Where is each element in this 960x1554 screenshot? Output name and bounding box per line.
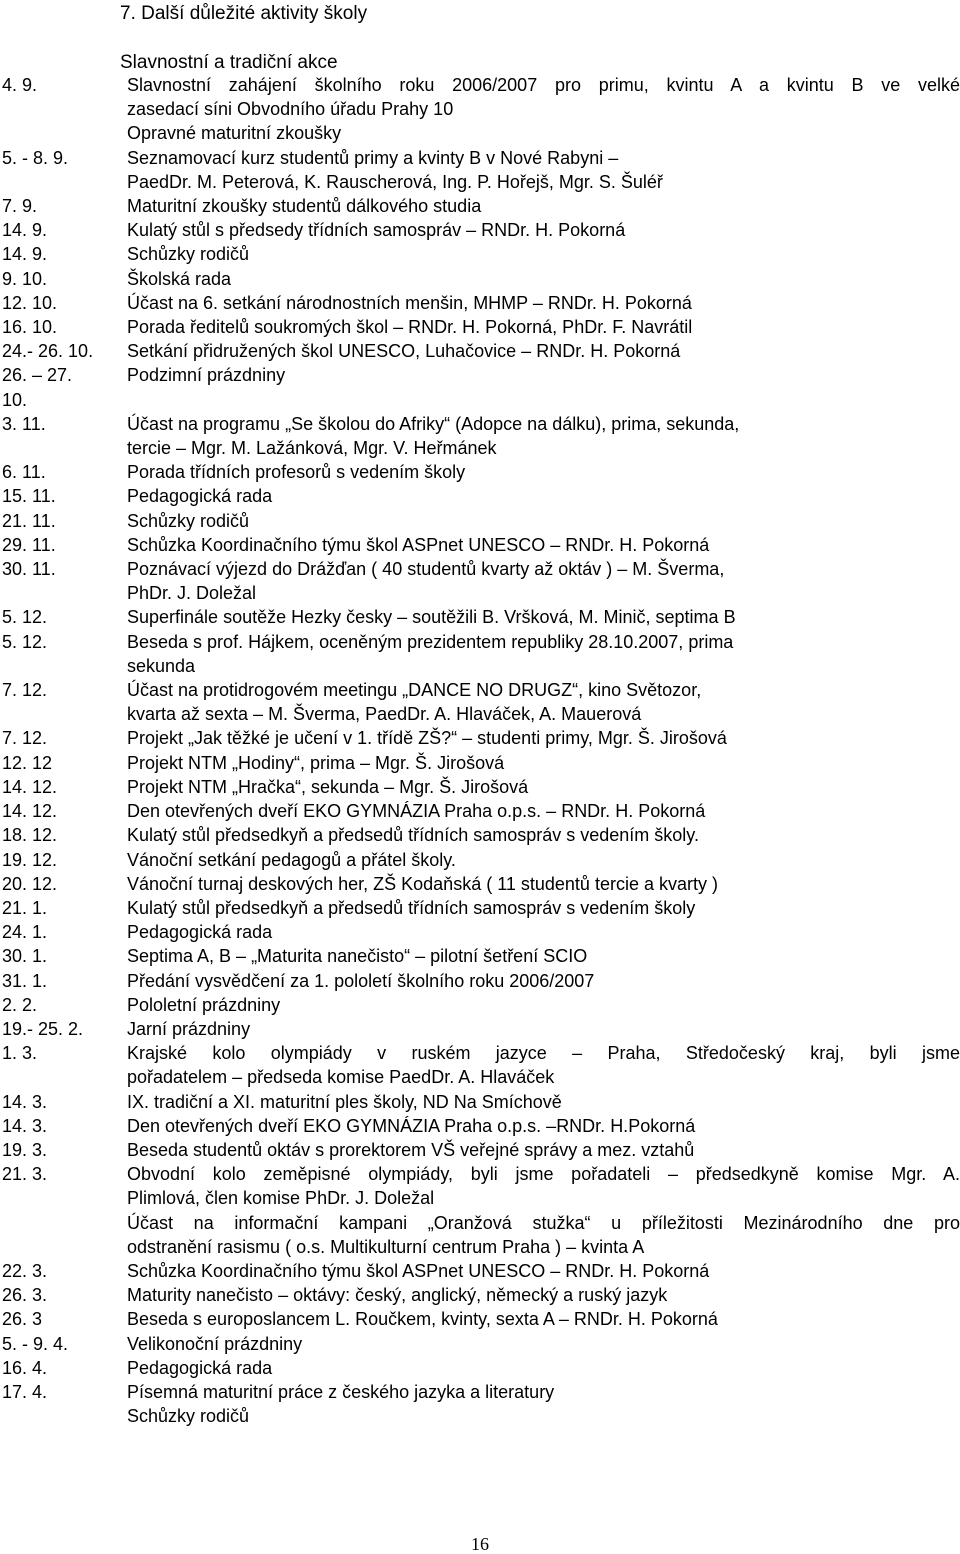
- activity-description-line: Opravné maturitní zkoušky: [127, 123, 342, 144]
- activity-date: 19. 3.: [2, 1139, 48, 1160]
- activity-description: [127, 630, 960, 678]
- activity-row: [0, 484, 960, 508]
- activity-date: 21. 1.: [2, 897, 48, 918]
- activity-description-line: Účast na protidrogovém meetingu „DANCE NO DRUGZ“, kino Světozor,: [127, 680, 702, 701]
- activity-description-line: Seznamovací kurz studentů primy a kvinty B v Nové Rabyni –: [127, 147, 619, 168]
- activity-description-line: Projekt „Jak těžké je učení v 1. třídě ZŠ?“ – studenti primy, Mgr. Š. Jirošová: [127, 728, 727, 749]
- activity-description-line: Porada ředitelů soukromých škol – RNDr. H. Pokorná, PhDr. F. Navrátil: [127, 317, 693, 338]
- activity-list: [0, 73, 960, 1428]
- activity-row: [0, 291, 960, 315]
- activity-date: 9. 10.: [2, 268, 48, 289]
- activity-description: [127, 1017, 960, 1041]
- activity-row: [0, 460, 960, 484]
- activity-description-line: Písemná maturitní práce z českého jazyka a literatury: [127, 1381, 555, 1402]
- activity-description: [127, 533, 960, 557]
- activity-date: 15. 11.: [2, 486, 56, 507]
- activity-row: [0, 1259, 960, 1283]
- activity-description: [127, 363, 960, 387]
- activity-description: [127, 775, 960, 799]
- activity-description: [127, 944, 960, 968]
- activity-description-line: Beseda s prof. Hájkem, oceněným prezidentem republiky 28.10.2007, prima: [127, 631, 734, 652]
- activity-row: [0, 146, 960, 194]
- activity-row: [0, 605, 960, 629]
- activity-row: [0, 1283, 960, 1307]
- activity-description-line: odstranění rasismu ( o.s. Multikulturní centrum Praha ) – kvinta A: [127, 1236, 645, 1257]
- activity-description-line: [127, 388, 960, 412]
- activity-date: 16. 4.: [2, 1357, 48, 1378]
- activity-description: [127, 557, 960, 605]
- activity-description-line: Schůzky rodičů: [127, 510, 250, 531]
- activity-row: [0, 533, 960, 557]
- activity-description-line: Vánoční setkání pedagogů a přátel školy.: [127, 849, 456, 870]
- activity-row: [0, 799, 960, 823]
- activity-row: [0, 1041, 960, 1089]
- activity-description-line: Beseda s europoslancem L. Roučkem, kvinty, sexta A – RNDr. H. Pokorná: [127, 1309, 718, 1330]
- activity-row: [0, 1307, 960, 1331]
- activity-description: [127, 1090, 960, 1114]
- activity-date: 21. 11.: [2, 510, 56, 531]
- activity-row: [0, 315, 960, 339]
- activity-description: [127, 1283, 960, 1307]
- activity-row: [0, 267, 960, 291]
- activity-description-line: Pololetní prázdniny: [127, 994, 281, 1015]
- activity-description-line: Krajské kolo olympiády v ruském jazyce – Praha, Středočeský kraj, byli jsme: [127, 1043, 960, 1064]
- activity-row: [0, 751, 960, 775]
- activity-description-line: Podzimní prázdniny: [127, 365, 286, 386]
- activity-description-line: Velikonoční prázdniny: [127, 1333, 303, 1354]
- activity-date: 14. 12.: [2, 776, 58, 797]
- activity-date: 29. 11.: [2, 534, 56, 555]
- activity-row: [0, 363, 960, 387]
- activity-row: [0, 242, 960, 266]
- page-number: 16: [471, 1534, 489, 1554]
- activity-description-line: Projekt NTM „Hodiny“, prima – Mgr. Š. Jirošová: [127, 752, 505, 773]
- activity-description: [127, 872, 960, 896]
- activity-description-line: Schůzka Koordinačního týmu škol ASPnet UNESCO – RNDr. H. Pokorná: [127, 534, 710, 555]
- activity-description-line: pořadatelem – předseda komise PaedDr. A. Hlaváček: [127, 1067, 555, 1088]
- activity-description: [127, 1380, 960, 1428]
- activity-description: [127, 726, 960, 750]
- activity-row: [0, 993, 960, 1017]
- activity-row: [0, 678, 960, 726]
- activity-row: [0, 412, 960, 460]
- activity-description-line: kvarta až sexta – M. Šverma, PaedDr. A. Hlaváček, A. Mauerová: [127, 704, 642, 725]
- activity-date: 20. 12.: [2, 873, 58, 894]
- activity-description: [127, 605, 960, 629]
- activity-description-line: Kulatý stůl předsedkyň a předsedů třídních samospráv s vedením školy: [127, 897, 696, 918]
- activity-date: 7. 9.: [2, 196, 38, 217]
- activity-description-line: Maturitní zkoušky studentů dálkového studia: [127, 196, 482, 217]
- activity-date: 24.- 26. 10.: [2, 341, 94, 362]
- activity-description-line: Pedagogická rada: [127, 486, 273, 507]
- activity-description: [127, 678, 960, 726]
- activity-description-line: Předání vysvědčení za 1. pololetí školního roku 2006/2007: [127, 970, 595, 991]
- activity-date: 2. 2.: [2, 994, 38, 1015]
- activity-date: 19.- 25. 2.: [2, 1018, 84, 1039]
- activity-date: 30. 1.: [2, 946, 48, 967]
- activity-description: [127, 1041, 960, 1089]
- activity-date: 7. 12.: [2, 728, 48, 749]
- activity-description-line: Setkání přidružených škol UNESCO, Luhačovice – RNDr. H. Pokorná: [127, 341, 681, 362]
- activity-row: [0, 218, 960, 242]
- activity-row: [0, 872, 960, 896]
- activity-row: [0, 339, 960, 363]
- activity-description: [127, 1114, 960, 1138]
- activity-description-line: Schůzka Koordinačního týmu škol ASPnet UNESCO – RNDr. H. Pokorná: [127, 1260, 710, 1281]
- activity-description: [127, 315, 960, 339]
- activity-date: 14. 12.: [2, 801, 58, 822]
- activity-row: [0, 388, 960, 412]
- activity-row: [0, 1017, 960, 1041]
- activity-date: 10.: [2, 389, 28, 410]
- activity-date: 24. 1.: [2, 922, 48, 943]
- activity-date: 21. 3.: [2, 1164, 48, 1185]
- activity-description-line: Poznávací výjezd do Drážďan ( 40 studentů kvarty až oktáv ) – M. Šverma,: [127, 559, 725, 580]
- activity-row: [0, 557, 960, 605]
- activity-row: [0, 194, 960, 218]
- activity-description: [127, 1138, 960, 1162]
- activity-description: [127, 1356, 960, 1380]
- activity-row: [0, 1138, 960, 1162]
- activity-description-line: Schůzky rodičů: [127, 244, 250, 265]
- activity-description-line: Schůzky rodičů: [127, 1406, 250, 1427]
- activity-description-line: Superfinále soutěže Hezky česky – soutěžili B. Vršková, M. Minič, septima B: [127, 607, 736, 628]
- activity-description-line: Účast na 6. setkání národnostních menšin, MHMP – RNDr. H. Pokorná: [127, 292, 692, 313]
- activity-date: 5. - 9. 4.: [2, 1333, 69, 1354]
- activity-description-line: Beseda studentů oktáv s prorektorem VŠ veřejné správy a mez. vztahů: [127, 1139, 695, 1160]
- activity-description-line: Porada třídních profesorů s vedením školy: [127, 462, 466, 483]
- section-subheading: Slavnostní a tradiční akce: [120, 52, 338, 73]
- activity-description: [127, 1307, 960, 1331]
- activity-description-line: tercie – Mgr. M. Lažánková, Mgr. V. Heřmánek: [127, 438, 497, 459]
- activity-date: 26. – 27.: [2, 365, 73, 386]
- activity-description: [127, 823, 960, 847]
- activity-description: [127, 969, 960, 993]
- activity-date: 22. 3.: [2, 1260, 48, 1281]
- activity-description: [127, 1332, 960, 1356]
- activity-description: [127, 388, 960, 412]
- activity-date: 14. 9.: [2, 244, 48, 265]
- activity-row: [0, 1162, 960, 1259]
- activity-description: [127, 194, 960, 218]
- activity-description-line: Plimlová, člen komise PhDr. J. Doležal: [127, 1188, 435, 1209]
- activity-row: [0, 848, 960, 872]
- activity-date: 12. 10.: [2, 292, 58, 313]
- activity-row: [0, 775, 960, 799]
- activity-description: [127, 1162, 960, 1259]
- activity-date: 7. 12.: [2, 680, 48, 701]
- activity-description: [127, 218, 960, 242]
- activity-description-line: Septima A, B – „Maturita nanečisto“ – pilotní šetření SCIO: [127, 946, 588, 967]
- activity-description: [127, 267, 960, 291]
- activity-description-line: Maturity nanečisto – oktávy: český, anglický, německý a ruský jazyk: [127, 1285, 668, 1306]
- activity-date: 1. 3.: [2, 1043, 38, 1064]
- activity-description: [127, 993, 960, 1017]
- activity-description-line: Pedagogická rada: [127, 922, 273, 943]
- activity-row: [0, 920, 960, 944]
- activity-description-line: zasedací síni Obvodního úřadu Prahy 10: [127, 99, 454, 120]
- activity-row: [0, 969, 960, 993]
- activity-description-line: Den otevřených dveří EKO GYMNÁZIA Praha o.p.s. – RNDr. H. Pokorná: [127, 801, 706, 822]
- activity-description: [127, 896, 960, 920]
- activity-description: [127, 484, 960, 508]
- activity-description: [127, 848, 960, 872]
- activity-description: [127, 509, 960, 533]
- activity-description-line: Obvodní kolo zeměpisné olympiády, byli jsme pořadateli – předsedkyně komise Mgr. A.: [127, 1164, 960, 1185]
- activity-description-line: IX. tradiční a XI. maturitní ples školy, ND Na Smíchově: [127, 1091, 562, 1112]
- activity-description: [127, 242, 960, 266]
- activity-row: [0, 1332, 960, 1356]
- activity-date: 18. 12.: [2, 825, 58, 846]
- activity-description-line: Den otevřených dveří EKO GYMNÁZIA Praha o.p.s. –RNDr. H.Pokorná: [127, 1115, 696, 1136]
- activity-date: 26. 3: [2, 1309, 43, 1330]
- activity-description-line: Účast na programu „Se školou do Afriky“ (Adopce na dálku), prima, sekunda,: [127, 413, 740, 434]
- activity-date: 19. 12.: [2, 849, 58, 870]
- activity-date: 31. 1.: [2, 970, 48, 991]
- activity-description-line: Slavnostní zahájení školního roku 2006/2007 pro primu, kvintu A a kvintu B ve velké: [127, 75, 960, 95]
- activity-row: [0, 1114, 960, 1138]
- activity-description-line: PaedDr. M. Peterová, K. Rauscherová, Ing. P. Hořejš, Mgr. S. Šuléř: [127, 171, 663, 192]
- activity-row: [0, 1090, 960, 1114]
- activity-date: 6. 11.: [2, 462, 46, 483]
- activity-date: 26. 3.: [2, 1285, 48, 1306]
- activity-row: [0, 726, 960, 750]
- activity-description: [127, 1259, 960, 1283]
- activity-description-line: Jarní prázdniny: [127, 1018, 251, 1039]
- activity-date: 14. 3.: [2, 1115, 48, 1136]
- activity-date: 5. - 8. 9.: [2, 147, 69, 168]
- activity-date: 3. 11.: [2, 413, 46, 434]
- activity-description-line: Kulatý stůl s předsedy třídních samospráv – RNDr. H. Pokorná: [127, 220, 626, 241]
- activity-description: [127, 751, 960, 775]
- activity-description-line: Projekt NTM „Hračka“, sekunda – Mgr. Š. Jirošová: [127, 776, 529, 797]
- activity-date: 4. 9.: [2, 75, 38, 95]
- activity-date: 30. 11.: [2, 559, 56, 580]
- activity-row: [0, 896, 960, 920]
- activity-description: [127, 73, 960, 146]
- activity-description: [127, 799, 960, 823]
- activity-date: 14. 3.: [2, 1091, 48, 1112]
- activity-description-line: PhDr. J. Doležal: [127, 583, 257, 604]
- activity-row: [0, 73, 960, 146]
- activity-row: [0, 630, 960, 678]
- activity-description: [127, 412, 960, 460]
- activity-description: [127, 460, 960, 484]
- activity-date: 14. 9.: [2, 220, 48, 241]
- activity-row: [0, 1380, 960, 1428]
- activity-description-line: Školská rada: [127, 268, 232, 289]
- activity-row: [0, 1356, 960, 1380]
- section-heading: 7. Další důležité aktivity školy: [120, 3, 368, 24]
- activity-row: [0, 509, 960, 533]
- activity-date: 5. 12.: [2, 607, 48, 628]
- activity-description: [127, 339, 960, 363]
- activity-description: [127, 146, 960, 194]
- activity-description-line: Účast na informační kampani „Oranžová stužka“ u příležitosti Mezinárodního dne pro: [127, 1212, 960, 1233]
- activity-row: [0, 823, 960, 847]
- activity-row: [0, 944, 960, 968]
- activity-date: 16. 10.: [2, 317, 58, 338]
- activity-description-line: Vánoční turnaj deskových her, ZŠ Kodaňská ( 11 studentů tercie a kvarty ): [127, 873, 718, 894]
- activity-description-line: Kulatý stůl předsedkyň a předsedů třídních samospráv s vedením školy.: [127, 825, 699, 846]
- activity-date: 17. 4.: [2, 1381, 48, 1402]
- activity-description: [127, 920, 960, 944]
- activity-description-line: sekunda: [127, 655, 196, 676]
- activity-date: 5. 12.: [2, 631, 48, 652]
- activity-date: 12. 12: [2, 752, 53, 773]
- activity-description: [127, 291, 960, 315]
- activity-description-line: Pedagogická rada: [127, 1357, 273, 1378]
